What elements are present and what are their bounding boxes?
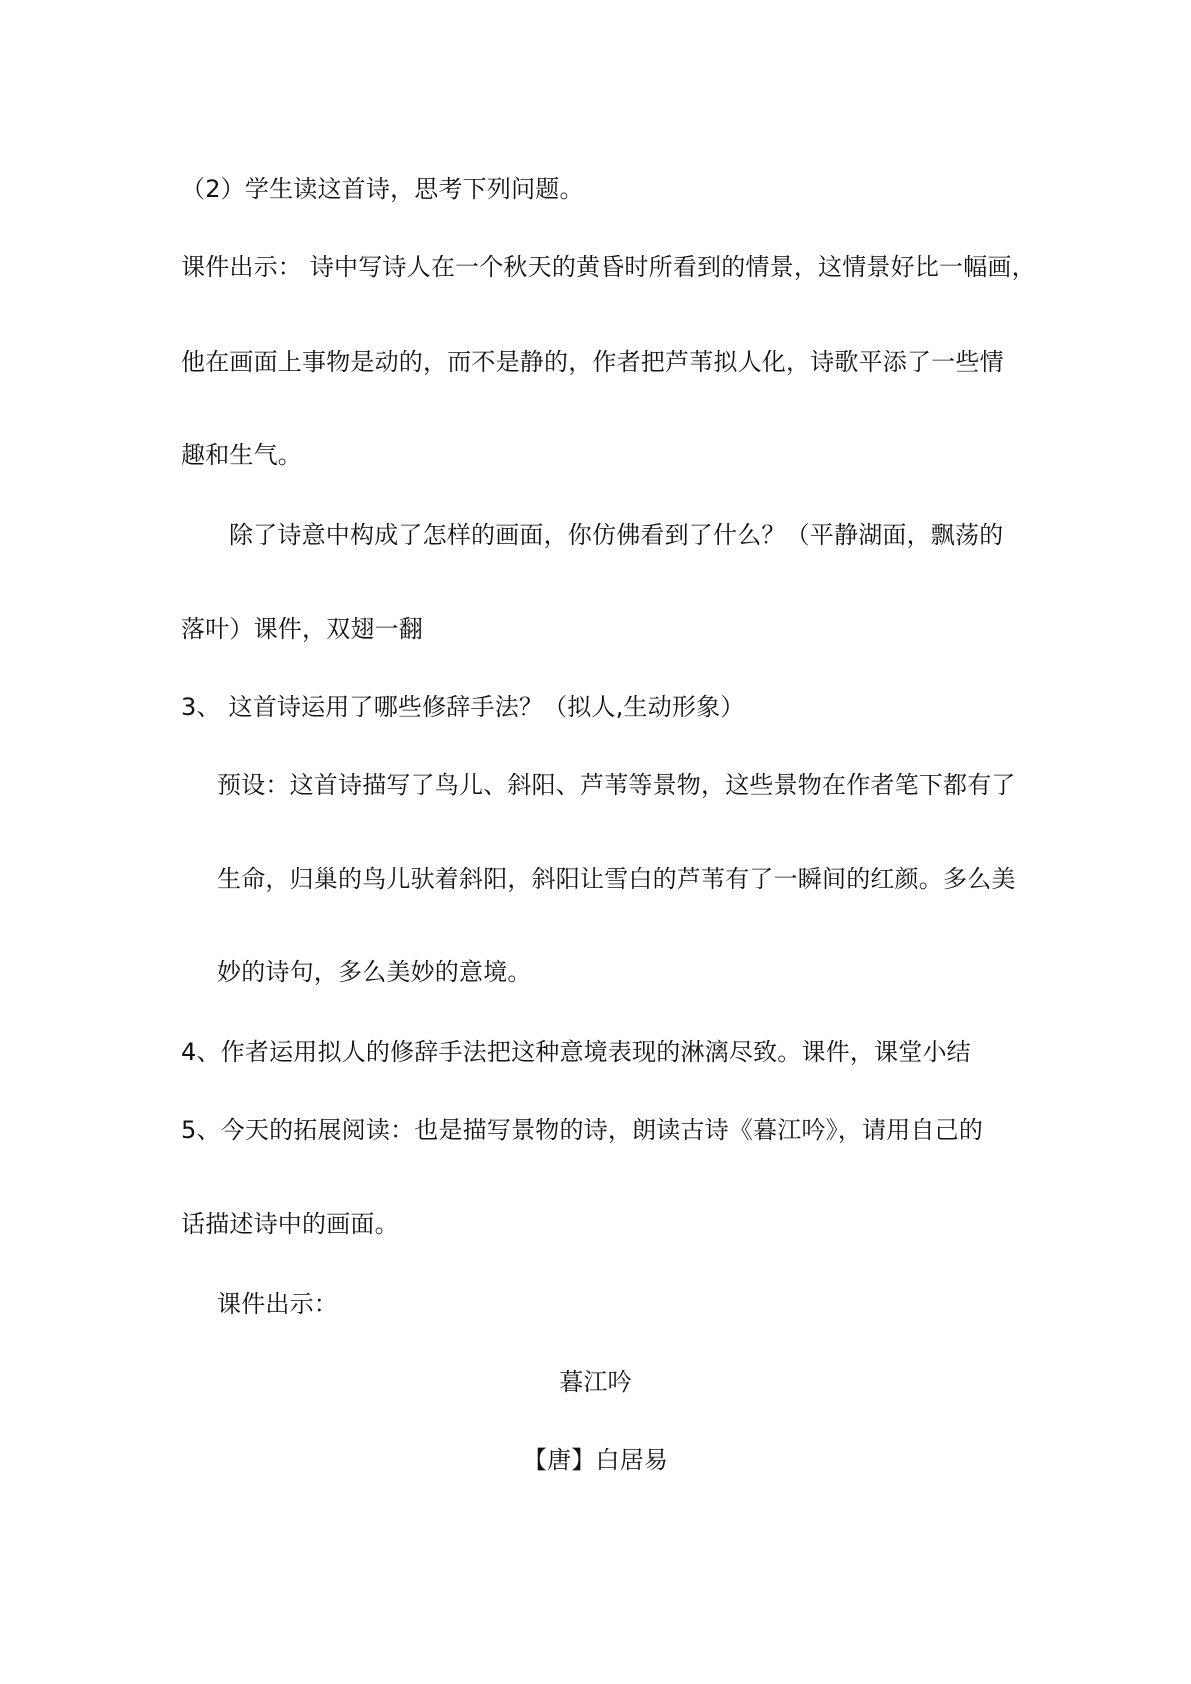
paragraph-line: 预设：这首诗描写了鸟儿、斜阳、芦苇等景物，这些景物在作者笔下都有了 xyxy=(217,771,1016,799)
paragraph-line: 妙的诗句，多么美妙的意境。 xyxy=(217,958,532,986)
paragraph-line: 除了诗意中构成了怎样的画面，你仿佛看到了什么？（平静湖面，飘荡的 xyxy=(229,521,1004,549)
paragraph-line: 趣和生气。 xyxy=(181,441,302,469)
paragraph-line: 课件出示： xyxy=(217,1290,338,1318)
paragraph-line: 5、今天的拓展阅读：也是描写景物的诗，朗读古诗《暮江吟》，请用自己的 xyxy=(181,1116,984,1144)
paragraph-line: 3、 这首诗运用了哪些修辞手法？（拟人,生动形象） xyxy=(181,693,745,721)
paragraph-line: 话描述诗中的画面。 xyxy=(181,1210,399,1238)
paragraph-line: 生命，归巢的鸟儿驮着斜阳，斜阳让雪白的芦苇有了一瞬间的红颜。多么美 xyxy=(217,865,1016,893)
paragraph-line: 落叶）课件，双翅一翻 xyxy=(181,615,423,643)
poem-title: 暮江吟 xyxy=(559,1368,632,1396)
paragraph-line: 课件出示： 诗中写诗人在一个秋天的黄昏时所看到的情景，这情景好比一幅画， xyxy=(181,253,1036,281)
poem-author: 【唐】白居易 xyxy=(522,1446,669,1474)
paragraph-line: 4、作者运用拟人的修辞手法把这种意境表现的淋漓尽致。课件，课堂小结 xyxy=(181,1038,971,1066)
paragraph-line: 他在画面上事物是动的，而不是静的，作者把芦苇拟人化，诗歌平添了一些情 xyxy=(181,348,1004,376)
paragraph-line: （2）学生读这首诗，思考下列问题。 xyxy=(181,175,584,203)
